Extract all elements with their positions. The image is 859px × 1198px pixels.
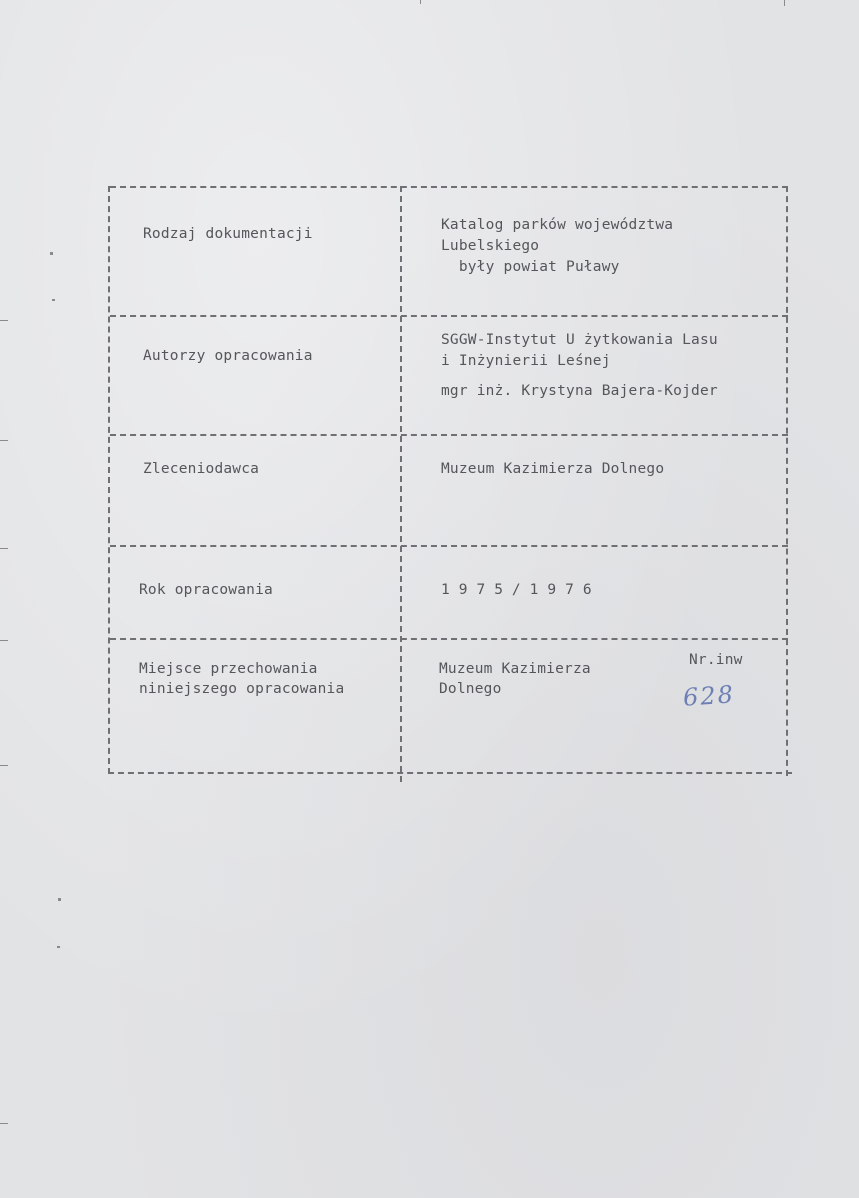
value-commissioner: Muzeum Kazimierza Dolnego [441,461,665,477]
edge-tick [0,548,8,549]
value-storage-line-1: Muzeum Kazimierza [439,661,591,677]
value-authors-line-1: SGGW-Instytut U żytkowania Lasu [441,332,718,348]
value-document-type-line-3: były powiat Puławy [441,259,620,275]
value-storage-line-2: Dolnego [439,681,502,697]
value-document-type-line-2: Lubelskiego [441,238,540,254]
top-edge-tick [784,0,785,6]
value-year: 1975/1976 [441,582,601,598]
inventory-label: Nr.inw [689,652,743,668]
edge-tick [0,640,8,641]
edge-tick [0,1123,8,1124]
column-divider [400,186,402,782]
row-divider-1 [110,315,788,317]
label-document-type: Rodzaj dokumentacji [143,226,313,242]
table-right-border [786,186,788,776]
value-document-type-line-1: Katalog parków województwa [441,217,674,233]
table-top-border [110,186,788,188]
row-divider-3 [110,545,788,547]
margin-speck [58,898,61,901]
label-authors: Autorzy opracowania [143,348,313,364]
row-divider-4 [110,638,788,640]
value-authors-line-2: i Inżynierii Leśnej [441,353,611,369]
margin-speck [50,252,53,255]
row-divider-2 [110,434,788,436]
label-storage-line-1: Miejsce przechowania [139,661,318,677]
value-authors-name: mgr inż. Krystyna Bajera-Kojder [441,383,718,399]
label-commissioner: Zleceniodawca [143,461,260,477]
label-storage-line-2: niniejszego opracowania [139,681,345,697]
edge-tick [0,765,8,766]
margin-speck [57,946,60,948]
label-year: Rok opracowania [139,582,273,598]
top-edge-tick [420,0,421,4]
edge-tick [0,440,8,441]
edge-tick [0,320,8,321]
margin-speck [52,299,55,301]
table-bottom-border [108,772,792,774]
table-left-border [108,186,110,774]
inventory-number-handwritten: 628 [682,680,736,712]
